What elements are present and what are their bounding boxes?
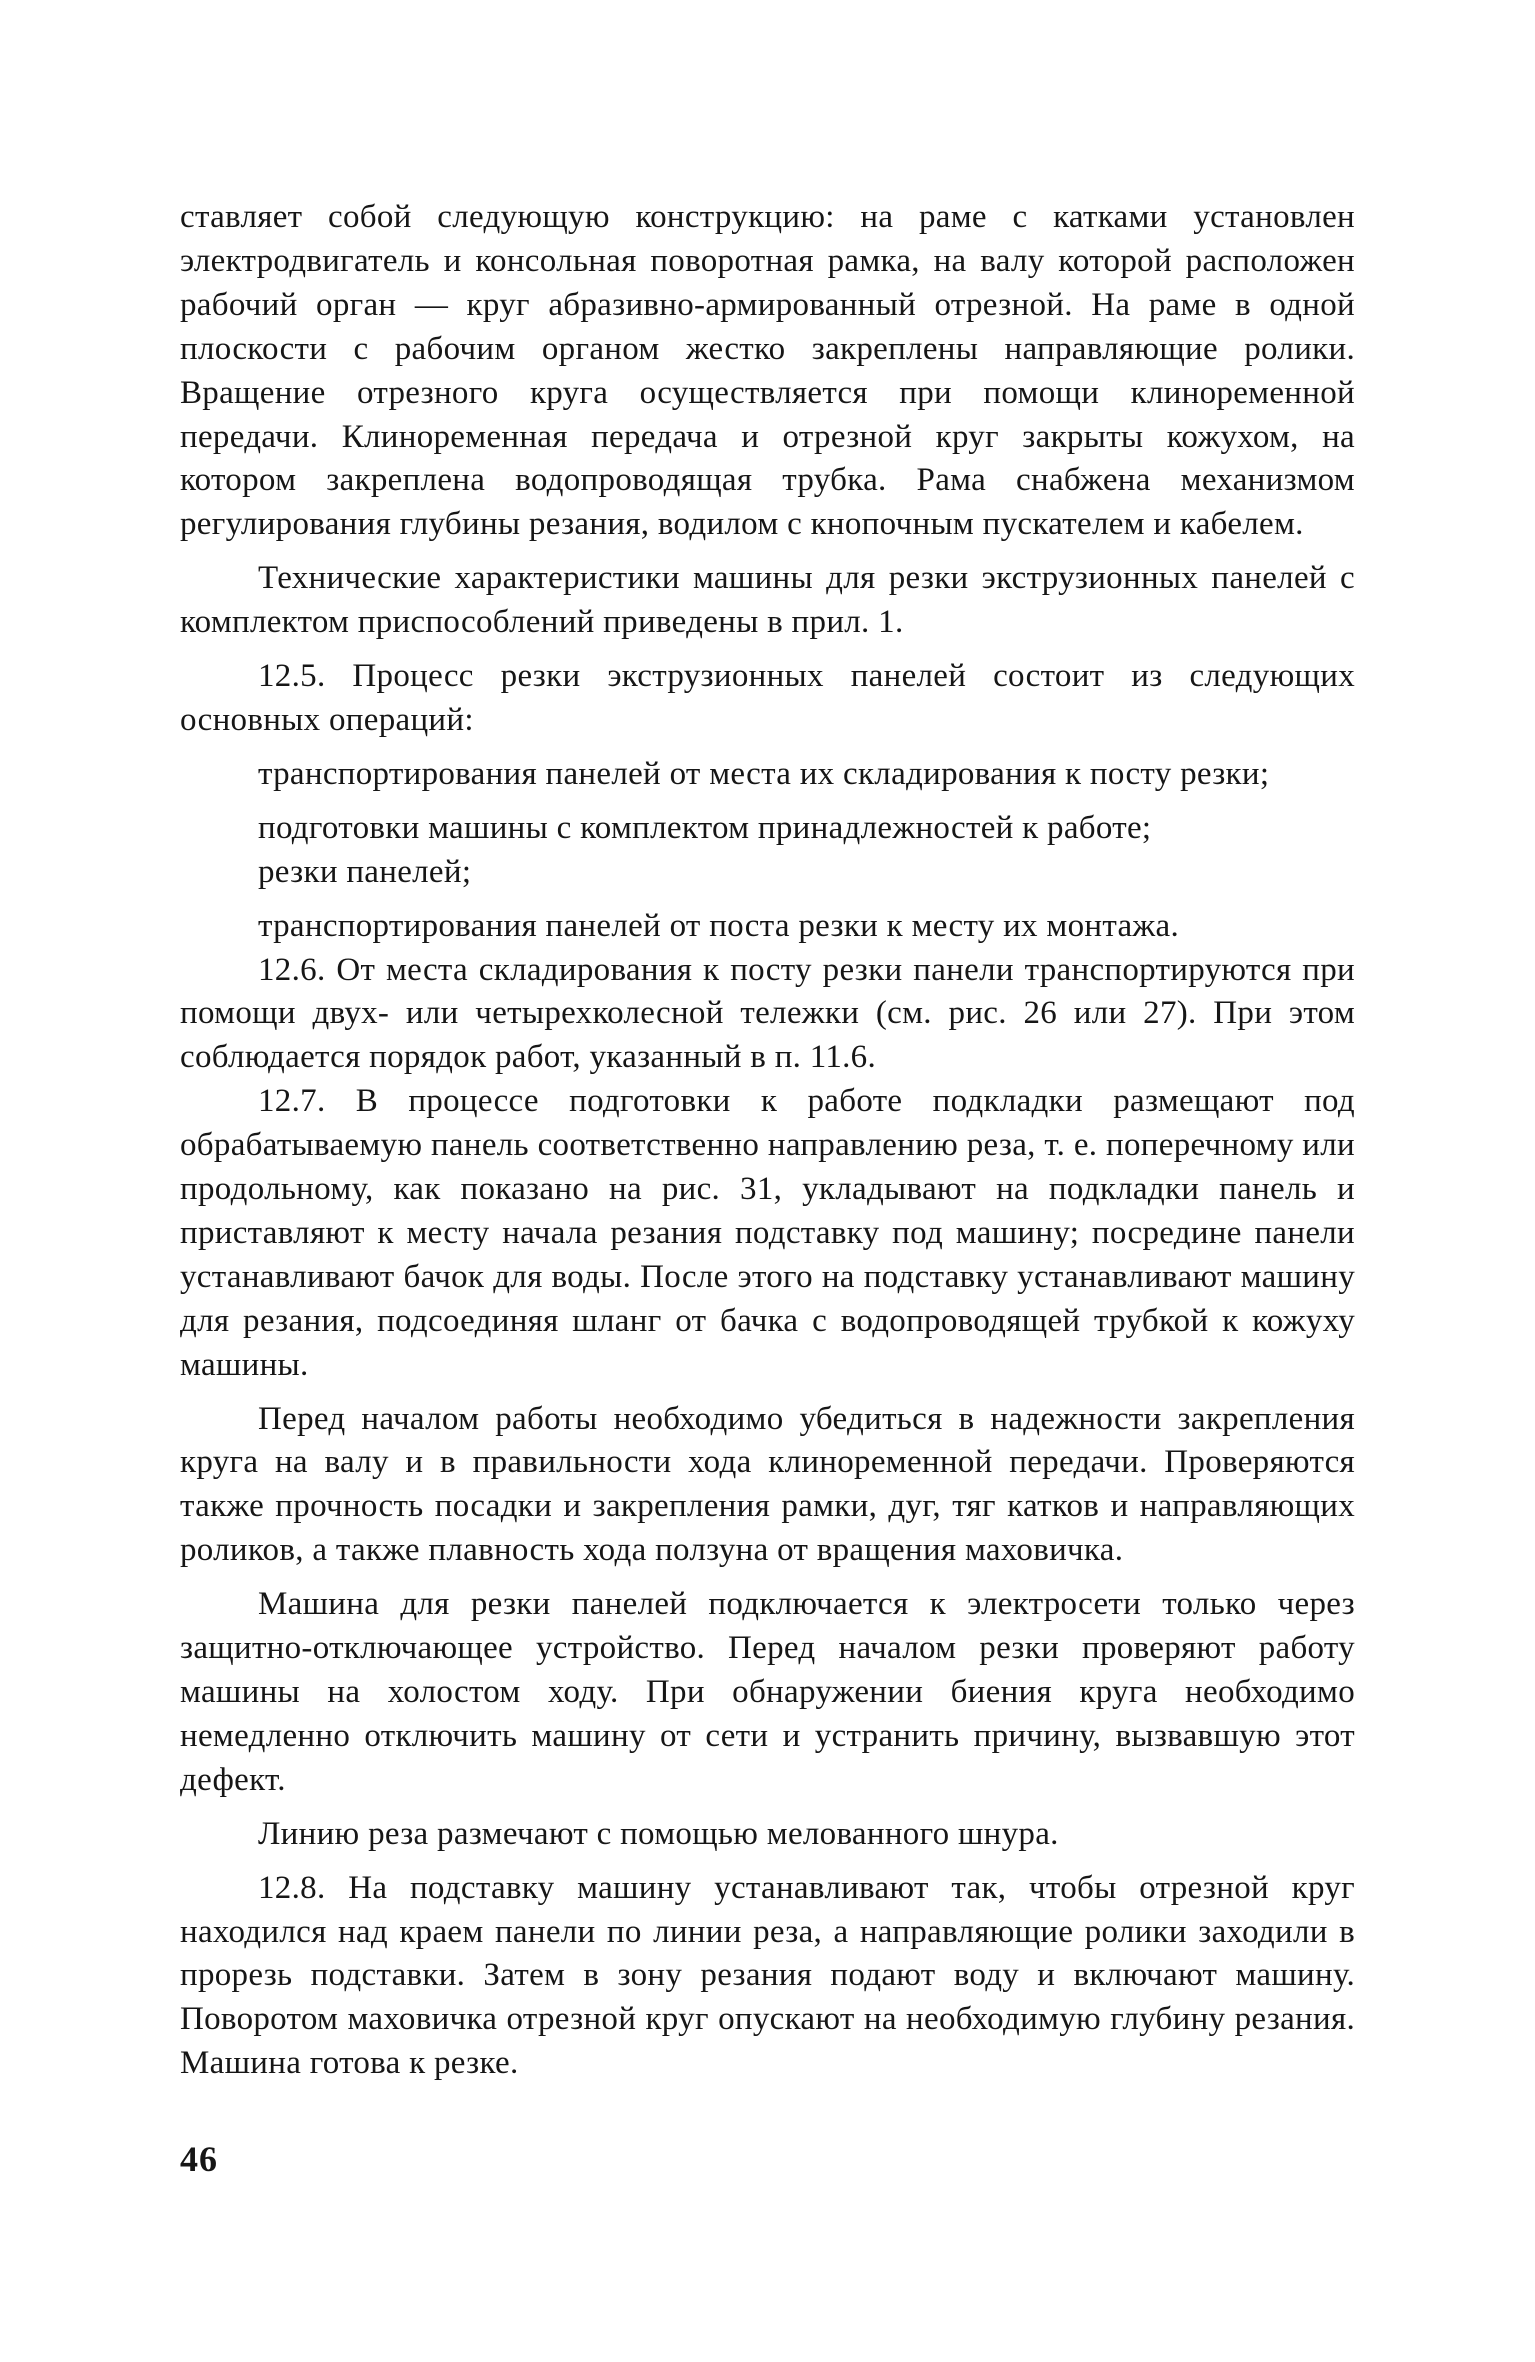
paragraph-continuation: ставляет собой следующую конструкцию: на раме с катками установлен электродвигатель и консольная поворотная рамка, на валу которой расположен рабочий орган — круг абразивно-армированный отрезной. На раме в одной плоскости с рабочим органом жестко закреплены направляющие ролики. Вращение отрезного круга осуществляется при помощи клиноременной передачи. Клиноременная передача и отрезной круг закрыты кожухом, на котором закреплена водопроводящая трубка. Рама снабжена механизмом регулирования глубины резания, водилом с кнопочным пускателем и кабелем. (180, 199, 1355, 543)
paragraph-12-5: 12.5. Процесс резки экструзионных панелей состоит из следующих основных операций: (180, 658, 1355, 738)
paragraph-specs: Технические характеристики машины для резки экструзионных панелей с комплектом приспособлений приведены в прил. 1. (180, 560, 1355, 641)
page-number: 46 (180, 2139, 218, 2179)
paragraph-12-8: 12.8. На подставку машину устанавливают так, чтобы отрезной круг находился над краем панели по линии реза, а направляющие ролики заходили в прорезь подставки. Затем в зону резания подают воду и включают машину. Поворотом маховичка отрезной круг опускают на необходимую глубину резания. Машина готова к резке. (180, 1869, 1355, 2082)
paragraph-power: Машина для резки панелей подключается к электросети только через защитно-отключающее устройство. Перед началом резки проверяют работу машины на холостом ходу. При обнаружении биения круга необходимо немедленно отключить машину от сети и устранить причину, вызвавшую этот дефект. (180, 1586, 1355, 1798)
operation-item-3: резки панелей; (258, 853, 472, 890)
operation-item-4: транспортирования панелей от поста резки к месту их монтажа. (258, 907, 1180, 944)
paragraph-12-7: 12.7. В процессе подготовки к работе подкладки размещают под обрабатываемую панель соответственно направлению реза, т. е. поперечному или продольному, как показано на рис. 31, укладывают на подкладки панель и приставляют к месту начала резания подставку под машину; посредине панели устанавливают бачок для воды. После этого на подставку устанавливают машину для резания, подсоединяя шланг от бачка с водопроводящей трубкой к кожуху машины. (180, 1083, 1355, 1383)
paragraph-check: Перед началом работы необходимо убедиться в надежности закрепления круга на валу и в правильности хода клиноременной передачи. Проверяются также прочность посадки и закрепления рамки, дуг, тяг катков и направляющих роликов, а также плавность хода ползуна от вращения маховичка. (180, 1400, 1355, 1569)
body-text (180, 196, 1355, 2086)
paragraph-12-6: 12.6. От места складирования к посту резки панели транспортируются при помощи двух- или четырехколесной тележки (см. рис. 26 или 27). При этом соблюдается порядок работ, указанный в п. 11.6. (180, 951, 1355, 1076)
operation-item-1: транспортирования панелей от места их складирования к посту резки; (258, 755, 1270, 792)
operation-item-2: подготовки машины с комплектом принадлежностей к работе; (258, 809, 1152, 846)
paragraph-marking: Линию реза размечают с помощью мелованного шнура. (258, 1815, 1059, 1852)
